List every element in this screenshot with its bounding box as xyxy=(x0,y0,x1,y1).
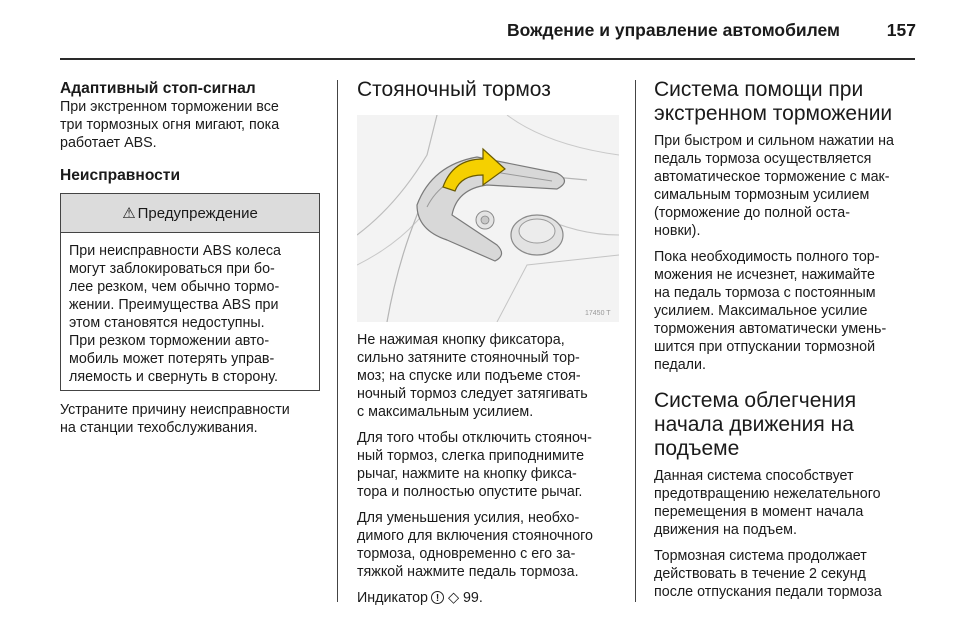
hill-start-assist-heading: Система облегчения начала движения на подъеме xyxy=(654,389,857,460)
hill-start-assist-paragraph-2: Тормозная система продолжает действовать в течение 2 секунд после отпускания педали тормоза xyxy=(654,548,882,600)
section-parking-brake-text xyxy=(357,331,627,615)
warning-triangle-icon: ⚠ xyxy=(122,205,136,222)
warning-text: При неисправности ABS колеса могут заблокироваться при бо- лее резком, чем обычно тормо- жении. Преимущества ABS при этом становятся недоступны. При резком торможении авто- мобиль может потерять управ- ляемость и свернуть в сторону. xyxy=(69,243,281,385)
fix-text: Устраните причину неисправности на станции техобслуживания. xyxy=(60,402,290,436)
section-faults xyxy=(60,167,330,185)
section-hill-start-assist xyxy=(654,389,924,609)
warning-title: Предупреждение xyxy=(137,204,258,222)
warning-header xyxy=(61,194,319,233)
header-divider xyxy=(60,58,915,60)
brake-indicator-icon xyxy=(431,591,444,604)
warning-box xyxy=(60,193,320,391)
adaptive-brake-light-heading: Адаптивный стоп-сигнал xyxy=(60,80,256,97)
parking-brake-paragraph-3: Для уменьшения усилия, необхо- димого для включения стояночного тормоза, одновременно с его за- тяжкой нажмите педаль тормоза. xyxy=(357,510,593,580)
figure-code: 17450 T xyxy=(585,310,611,317)
running-header-title: Вождение и управление автомобилем xyxy=(506,20,840,40)
indicator-page-ref[interactable]: 99. xyxy=(462,590,483,606)
indicator-label: Индикатор xyxy=(357,590,428,606)
hill-start-assist-paragraph-1: Данная система способствует предотвращению нежелательного перемещения в момент начала движения на подъем. xyxy=(654,468,881,538)
parking-brake-heading: Стояночный тормоз xyxy=(357,78,551,101)
emergency-brake-assist-paragraph-2: Пока необходимость полного тор- можения не исчезнет, нажимайте на педаль тормоза с постоянным усилием. Максимальное усилие торможения автоматически умень- шится при отпускании тормозной педали. xyxy=(654,249,887,373)
page-number: 157 xyxy=(886,20,916,40)
section-adaptive-brake-light xyxy=(60,80,330,160)
faults-heading: Неисправности xyxy=(60,167,181,184)
section-fix xyxy=(60,401,330,445)
emergency-brake-assist-paragraph-1: При быстром и сильном нажатии на педаль тормоза осуществляется автоматическое торможение с мак- симальным тормозным усилием (торможение до полной оста- новки). xyxy=(654,133,894,239)
section-parking-brake-heading xyxy=(357,78,627,108)
emergency-brake-assist-heading: Система помощи при экстренном торможении xyxy=(654,78,893,125)
adaptive-brake-light-text: При экстренном торможении все три тормозных огня мигают, пока работает ABS. xyxy=(60,99,280,151)
indicator-reference xyxy=(357,589,627,607)
column-divider-right xyxy=(635,80,636,602)
parking-brake-paragraph-2: Для того чтобы отключить стояноч- ный тормоз, слегка приподнимите рычаг, нажмите на кнопку фикса- тора и полностью опустите рычаг. xyxy=(357,430,592,500)
parking-brake-paragraph-1: Не нажимая кнопку фиксатора, сильно затяните стояночный тор- моз; на спуске или подъеме стоя- ночный тормоз следует затягивать с максимальным усилием. xyxy=(357,332,588,420)
parking-brake-illustration xyxy=(357,115,619,322)
column-divider-left xyxy=(337,80,338,602)
page-ref-arrow-icon: ◇ xyxy=(447,590,459,606)
parking-brake-drawing xyxy=(357,115,619,322)
section-emergency-brake-assist xyxy=(654,78,924,382)
